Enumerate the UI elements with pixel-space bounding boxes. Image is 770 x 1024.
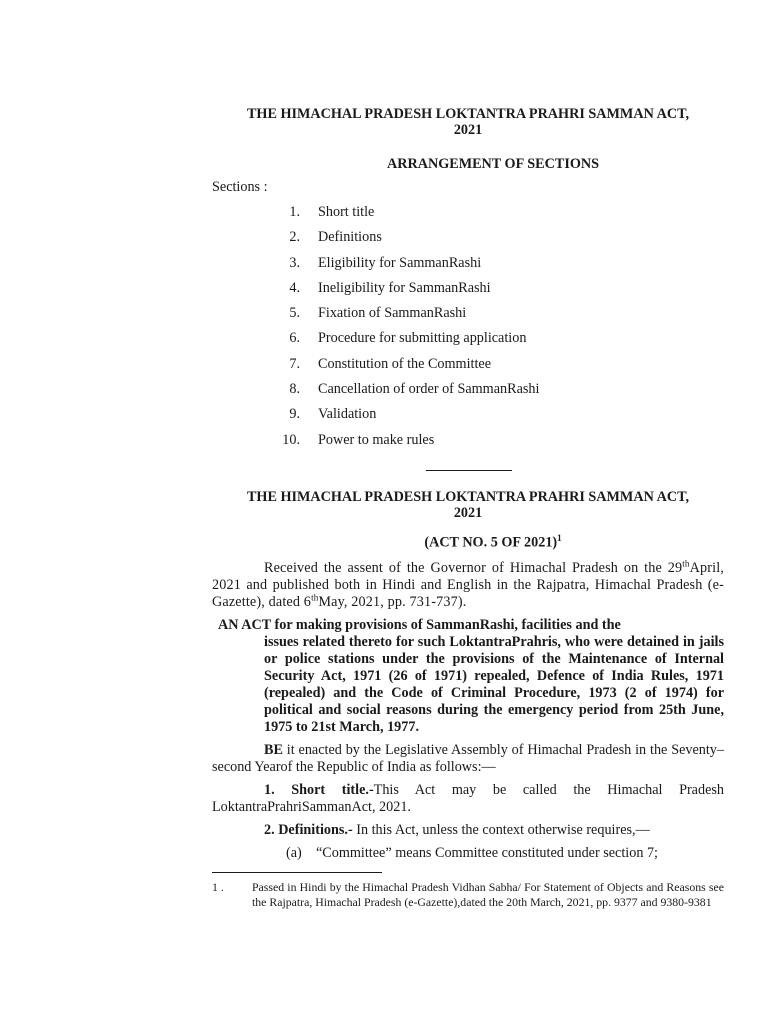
act-number-text: (ACT NO. 5 OF 2021) bbox=[424, 534, 558, 551]
section-item bbox=[212, 406, 724, 431]
definition-a bbox=[212, 845, 724, 862]
preamble bbox=[212, 617, 724, 736]
section-label: Cancellation of order of SammanRashi bbox=[318, 381, 540, 398]
assent-text-3: May, 2021, pp. 731-737). bbox=[318, 593, 467, 610]
section-item bbox=[212, 381, 724, 406]
section-number: 10. bbox=[282, 431, 300, 448]
sections-label: Sections : bbox=[212, 179, 268, 195]
section-item bbox=[212, 280, 724, 305]
assent-sup-2: th bbox=[311, 591, 319, 602]
preamble-first-line: AN ACT for making provisions of SammanRashi, facilities and the bbox=[218, 616, 621, 633]
section-item bbox=[212, 204, 724, 229]
section-1-text: This Act may be called the Himachal Pradesh LoktantraPrahriSammanAct, 2021. bbox=[212, 781, 724, 815]
section-item bbox=[212, 255, 724, 280]
act-title-line-2: 2021 bbox=[453, 504, 483, 521]
section-label: Procedure for submitting application bbox=[318, 330, 527, 347]
section-number: 1. bbox=[289, 204, 300, 220]
section-2-text: In this Act, unless the context otherwise requires,— bbox=[352, 821, 650, 838]
section-divider bbox=[426, 470, 512, 471]
section-number: 4. bbox=[289, 279, 300, 296]
section-label: Definitions bbox=[318, 229, 382, 246]
assent-text-2: April, 2021 and published both in Hindi and English in the Rajpatra, Himachal Pradesh (e-Gazette), dated 6 bbox=[212, 559, 724, 610]
section-number: 6. bbox=[289, 330, 300, 347]
enacting-text: it enacted by the Legislative Assembly of Himachal Pradesh in the Seventy–second Yearof the Republic of India as follows:— bbox=[212, 741, 724, 775]
sections-list bbox=[212, 204, 724, 457]
section-number: 7. bbox=[289, 355, 300, 372]
assent-paragraph bbox=[212, 557, 724, 611]
footnote-text: Passed in Hindi by the Himachal Pradesh Vidhan Sabha/ For Statement of Objects and Reasons see the Rajpatra, Himachal Pradesh (e-Gazette),dated the 20th March, 2021, pp. 9377 and 9380-9381 bbox=[252, 880, 724, 909]
section-2-paragraph bbox=[212, 822, 724, 839]
title-line-1: THE HIMACHAL PRADESH LOKTANTRA PRAHRI SAMMAN ACT, bbox=[246, 106, 690, 122]
definition-a-text: “Committee” means Committee constituted under section 7; bbox=[316, 844, 658, 861]
section-label: Eligibility for SammanRashi bbox=[318, 254, 482, 271]
title-line-2: 2021 bbox=[453, 122, 483, 138]
section-item bbox=[212, 229, 724, 254]
section-label: Power to make rules bbox=[318, 431, 435, 448]
section-1-paragraph bbox=[212, 782, 724, 816]
section-label: Fixation of SammanRashi bbox=[318, 305, 467, 322]
section-label: Validation bbox=[318, 406, 377, 423]
footnote-reference: 1 bbox=[557, 532, 562, 543]
section-1-heading: 1. Short title.- bbox=[264, 781, 374, 798]
arrangement-heading: ARRANGEMENT OF SECTIONS bbox=[386, 156, 600, 172]
footnote bbox=[212, 880, 724, 910]
assent-sup-1: th bbox=[682, 557, 690, 568]
section-item bbox=[212, 356, 724, 381]
section-number: 5. bbox=[289, 305, 300, 322]
enacting-clause bbox=[212, 742, 724, 776]
act-title-line-1: THE HIMACHAL PRADESH LOKTANTRA PRAHRI SAMMAN ACT, bbox=[246, 488, 690, 505]
act-title bbox=[212, 489, 724, 521]
assent-text-1: Received the assent of the Governor of Himachal Pradesh on the 29 bbox=[264, 559, 683, 576]
section-2-heading: 2. Definitions.- bbox=[264, 821, 353, 838]
section-label: Short title bbox=[318, 204, 375, 220]
section-label: Constitution of the Committee bbox=[318, 355, 492, 372]
section-number: 2. bbox=[289, 229, 300, 246]
section-item bbox=[212, 330, 724, 355]
section-number: 9. bbox=[289, 406, 300, 423]
document-page bbox=[212, 106, 724, 862]
section-number: 8. bbox=[289, 381, 300, 398]
act-number bbox=[262, 530, 724, 552]
preamble-body: issues related thereto for such LoktantraPrahris, who were detained in jails or police stations under the provisions of the Maintenance of Internal Security Act, 1971 (26 of 1971) repealed, Defence of India Rules, 1971 (repealed) and the Code of Criminal Procedure, 1973 (2 of 1974) for political and social reasons during the emergency period from 25th June, 1975 to 21st March, 1977. bbox=[264, 633, 724, 735]
document-title bbox=[212, 106, 724, 138]
definition-a-tag: (a) bbox=[286, 844, 302, 861]
section-item bbox=[212, 305, 724, 330]
section-item bbox=[212, 432, 724, 457]
footnote-number: 1 . bbox=[212, 880, 224, 894]
section-label: Ineligibility for SammanRashi bbox=[318, 279, 491, 296]
footnote-rule bbox=[212, 872, 382, 873]
section-number: 3. bbox=[289, 254, 300, 271]
enacting-bold: BE bbox=[264, 741, 283, 758]
